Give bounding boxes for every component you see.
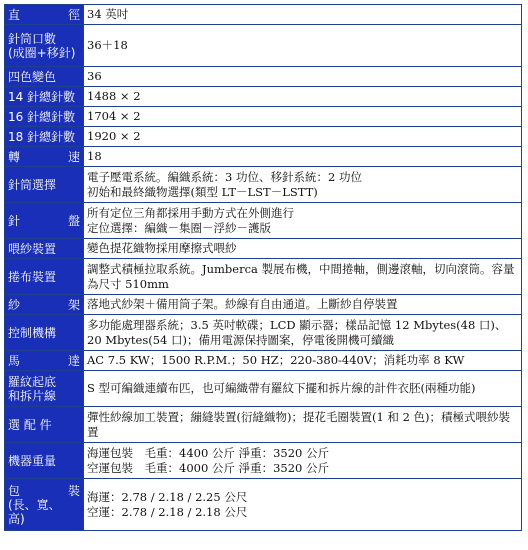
spec-value-line: 落地式紗架＋備用筒子架。紗線有自由通道。上斷紗自停裝置 [87,297,398,311]
spec-value [84,25,522,67]
spec-value-line: 1704 × 2 [87,109,141,123]
spec-value [84,479,522,531]
spec-row [5,127,522,147]
spec-value [84,295,522,315]
spec-value-line: 海運：2.78 / 2.18 / 2.25 公尺 [87,489,248,504]
spec-value-line: 34 英吋 [87,7,129,21]
spec-label-line: 四色變色 [8,69,57,84]
spec-label [5,87,84,107]
spec-label-line: 針筒選擇 [8,177,57,192]
spec-row [5,107,522,127]
spec-row [5,407,522,443]
spec-label-line: 16 針總針數 [8,109,76,124]
spec-value [84,371,522,407]
spec-label-line: (長、寬、 [8,497,61,512]
spec-label-line: 喂紗裝置 [8,241,57,256]
spec-value-line: 所有定位三角都採用手動方式在外側進行 [87,205,294,220]
spec-value-line: 18 [87,149,102,163]
spec-value-line: 定位選擇：編織－集圈－浮紗－護版 [87,220,271,235]
spec-label-line: 包 裝 [8,483,80,498]
spec-value-line: 變色提花織物採用摩擦式喂紗 [87,241,237,255]
spec-label-line: 機器重量 [8,453,57,468]
spec-value [84,127,522,147]
spec-row [5,67,522,87]
spec-label [5,259,84,295]
spec-row [5,443,522,479]
spec-row [5,479,522,531]
spec-value [84,443,522,479]
spec-row [5,167,522,203]
spec-value-line: S 型可編織連續布匹，也可編織帶有羅紋下擺和拆片線的計件衣胚(兩種功能) [87,381,476,395]
spec-row [5,259,522,295]
spec-value [84,407,522,443]
spec-value [84,203,522,239]
spec-label-line: 直 徑 [8,7,80,22]
spec-label [5,67,84,87]
spec-label [5,295,84,315]
spec-value-line: 1488 × 2 [87,89,141,103]
spec-value [84,107,522,127]
spec-row [5,25,522,67]
spec-value [84,167,522,203]
spec-label [5,203,84,239]
spec-row [5,315,522,351]
spec-row [5,295,522,315]
spec-label-line: 高) [8,511,25,526]
spec-value [84,259,522,295]
spec-label [5,167,84,203]
spec-value-line: 36＋18 [87,38,128,52]
spec-value [84,315,522,351]
spec-value [84,239,522,259]
spec-value-line: 調整式積極拉取系統。Jumberca 製展布機，中間捲軸，側邊滾軸，切向滾筒。容量為尺寸 510mm [87,261,515,291]
spec-label-line: 18 針總針數 [8,129,76,144]
spec-label-line: (成圈+移針) [8,45,76,60]
spec-label [5,147,84,167]
spec-label [5,443,84,479]
spec-table [4,4,522,531]
spec-label-line: 和拆片線 [8,388,57,403]
spec-value-line: 海運包裝 毛重：4400 公斤 淨重：3520 公斤 [87,445,329,460]
spec-label-line: 羅紋起底 [8,374,57,389]
spec-label [5,315,84,351]
spec-label [5,407,84,443]
spec-row [5,5,522,25]
spec-value-line: 空運：2.78 / 2.18 / 2.18 公尺 [87,504,248,519]
spec-label-line: 馬 達 [8,353,80,368]
spec-row [5,351,522,371]
spec-value-line: 36 [87,69,102,83]
spec-label [5,5,84,25]
spec-label [5,107,84,127]
spec-label-line: 捲布裝置 [8,269,57,284]
spec-label [5,25,84,67]
spec-label-line: 14 針總針數 [8,89,76,104]
spec-row [5,203,522,239]
spec-row [5,239,522,259]
spec-value-line: 多功能處理器系統；3.5 英吋軟碟；LCD 顯示器；樣品記憶 12 Mbytes(48 口)、20 Mbytes(54 口)；備用電源保持圖案，停電後開機可續織 [87,317,507,347]
spec-value-line: 1920 × 2 [87,129,141,143]
spec-value-line: 初始和最終織物選擇(類型 LT－LST－LSTT) [87,184,318,199]
spec-value [84,5,522,25]
spec-label-line: 紗 架 [8,297,80,312]
spec-label [5,127,84,147]
spec-value-line: AC 7.5 KW；1500 R.P.M.；50 HZ；220-380-440V；消耗功率 8 KW [87,353,465,367]
spec-row [5,147,522,167]
spec-label-line: 轉 速 [8,149,80,164]
spec-label [5,239,84,259]
spec-value [84,351,522,371]
spec-value-line: 電子壓電系統。編織系統：3 功位、移針系統：2 功位 [87,169,362,184]
spec-row [5,371,522,407]
spec-label [5,351,84,371]
spec-label [5,371,84,407]
spec-row [5,87,522,107]
spec-label-line: 針 盤 [8,213,80,228]
spec-label-line: 針筒口數 [8,31,57,46]
spec-value [84,147,522,167]
spec-table-body [5,5,522,531]
spec-value [84,87,522,107]
spec-value [84,67,522,87]
spec-label-line: 控制機構 [8,325,57,340]
spec-value-line: 彈性紗線加工裝置；繃縫裝置(衍縫織物)；提花毛圈裝置(1 和 2 色)；積極式喂紗裝置 [87,409,511,439]
spec-label-line: 選 配 件 [8,417,52,432]
spec-value-line: 空運包裝 毛重：4000 公斤 淨重：3520 公斤 [87,460,329,475]
spec-label [5,479,84,531]
